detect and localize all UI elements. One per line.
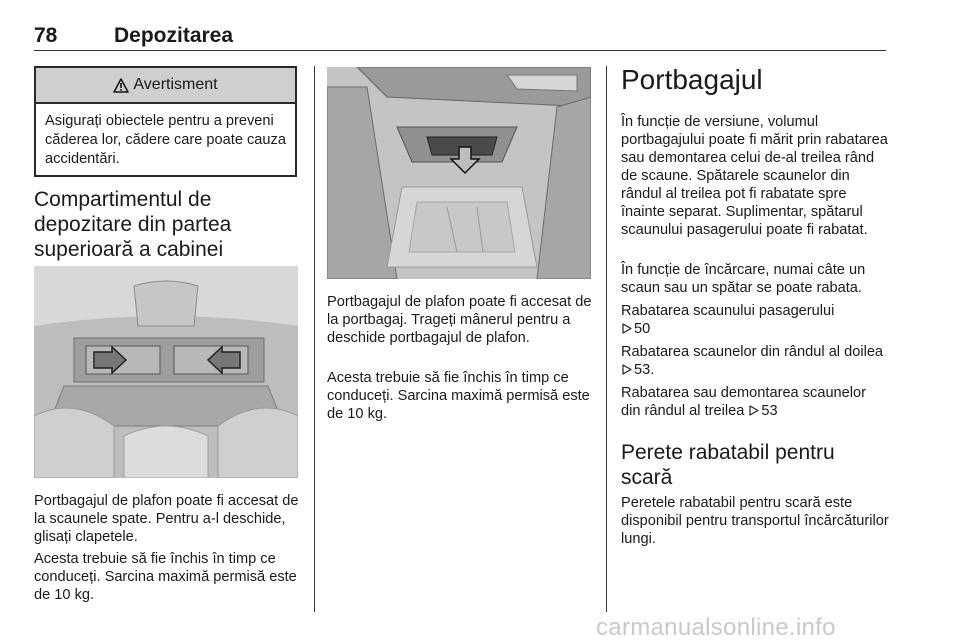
warning-title: Avertisment <box>133 76 218 93</box>
ref-page-passenger-seat[interactable]: 50 <box>634 321 651 337</box>
paragraph-folding-one-seat: În funcție de încărcare, numai câte un scaun sau un spătar se poate rabata. <box>621 262 866 296</box>
warning-header <box>36 68 295 104</box>
paragraph-ref-second-row <box>621 343 889 379</box>
page-reference-triangle-icon <box>748 405 759 416</box>
section-heading-overhead-storage: Compartimentul de depozitare din partea superioară a cabinei <box>34 188 232 261</box>
page-reference-triangle-icon <box>621 364 632 375</box>
ref-text-third-row: Rabatarea sau demontarea scaunelor din rândul al treilea <box>621 385 867 419</box>
section-heading-ladder-wall: Perete rabatabil pentru scară <box>621 441 835 489</box>
illustration-cabin-flaps <box>34 266 298 478</box>
ref-text-second-row: Rabatarea scaunelor din rândul al doilea <box>621 344 884 360</box>
header-divider <box>34 50 886 51</box>
column-divider-2 <box>606 66 607 612</box>
section-heading-trunk: Portbagajul <box>621 64 763 95</box>
page-reference-triangle-icon <box>621 323 632 334</box>
ref-page-third-row[interactable]: 53 <box>761 403 778 419</box>
column-divider-1 <box>314 66 315 612</box>
figure-overhead-storage-trunk <box>327 67 591 279</box>
warning-text: Asigurați obiectele pentru a preveni căderea lor, cădere care poate cauza accidentări. <box>45 113 286 167</box>
figure-overhead-storage-cabin <box>34 266 298 478</box>
section-title: Depozitarea <box>114 24 234 47</box>
paragraph-max-load: Acesta trebuie să fie închis în timp ce conduceți. Sarcina maximă permisă este de 10 kg. <box>34 551 297 603</box>
page-header <box>34 22 886 52</box>
ref-text-passenger-seat: Rabatarea scaunului pasagerului <box>621 303 835 319</box>
paragraph-ladder-wall: Peretele rabatabil pentru scară este disponibil pentru transportul încărcăturilor lungi. <box>621 495 889 547</box>
paragraph-trunk-access: Portbagajul de plafon poate fi accesat de la portbagaj. Trageți mânerul pentru a deschide portbagajul de plafon. <box>327 294 592 346</box>
paragraph-ref-passenger-seat <box>621 302 889 338</box>
paragraph-ref-third-row <box>621 384 889 420</box>
warning-triangle-icon <box>113 78 129 93</box>
paragraph-trunk-volume: În funcție de versiune, volumul portbagajului poate fi mărit prin rabatarea sau demontarea celui de-al treilea rând de scaune. Spătarele scaunelor din rândul al treilea pot fi rabatate spre înainte separat. Suplimentar, spătarul scaunului pasagerului poate fi rabatat. <box>621 114 888 238</box>
watermark-text: carmanualsonline.info <box>596 614 836 641</box>
warning-box <box>34 66 297 177</box>
page-number: 78 <box>34 24 58 47</box>
ref-page-second-row[interactable]: 53. <box>634 362 655 378</box>
paragraph-rear-seat-access: Portbagajul de plafon poate fi accesat de la scaunele spate. Pentru a-l deschide, glisați clapetele. <box>34 493 299 545</box>
illustration-trunk-handle <box>327 67 591 279</box>
paragraph-max-load-2: Acesta trebuie să fie închis în timp ce conduceți. Sarcina maximă permisă este de 10 kg. <box>327 370 590 422</box>
